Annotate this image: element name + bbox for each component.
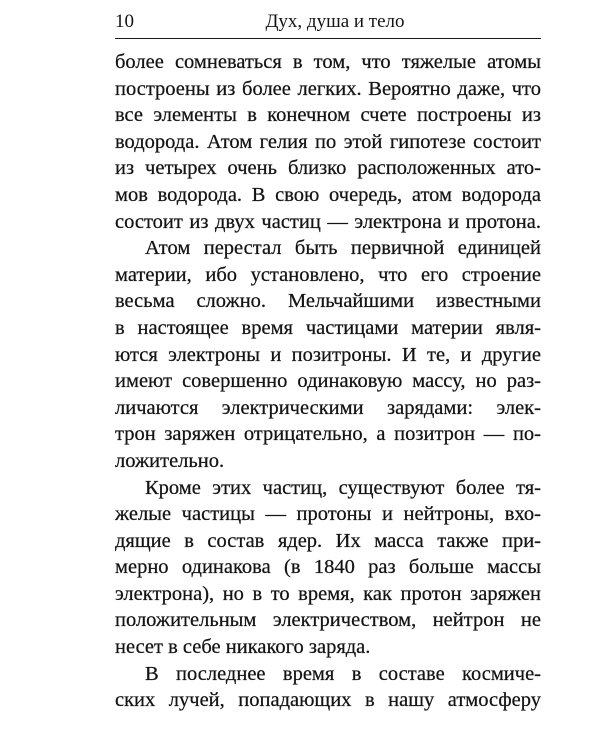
text-line: В последнее время в составе космиче- xyxy=(145,662,541,685)
paragraph xyxy=(115,49,541,235)
text-line: ских лучей, попадающих в нашу атмосферу xyxy=(115,689,541,712)
text-line: построены из более легких. Вероятно даже, что xyxy=(115,77,541,100)
text-line: мов водорода. В свою очередь, атом водорода xyxy=(115,183,541,206)
text-line: весьма сложно. Мельчайшими известными xyxy=(115,290,541,313)
text-line: из четырех очень близко расположенных ато- xyxy=(115,157,541,180)
text-line: Атом перестал быть первичной единицей xyxy=(145,237,541,260)
text-line: более сомневаться в том, что тяжелые атомы xyxy=(115,51,541,73)
body-text xyxy=(115,49,541,714)
running-title: Дух, душа и тело xyxy=(265,11,405,32)
paragraph xyxy=(115,661,541,714)
text-line: личаются электрическими зарядами: элек- xyxy=(115,396,541,419)
text-line: несет в себе никакого заряда. xyxy=(115,636,371,659)
text-line: дящие в состав ядер. Их масса также при- xyxy=(115,529,541,552)
text-line: трон заряжен отрицательно, а позитрон — по- xyxy=(115,423,541,446)
text-line: ложительно. xyxy=(115,449,225,472)
header-rule xyxy=(115,38,541,39)
paragraph xyxy=(115,235,541,474)
text-line: ются электроны и позитроны. И те, и другие xyxy=(115,343,541,366)
text-line: материи, ибо установлено, что его строение xyxy=(115,263,541,286)
paragraph xyxy=(115,475,541,661)
text-line: электрона), но в то время, как протон заряжен xyxy=(115,582,541,605)
page-header xyxy=(115,10,541,38)
text-line: состоит из двух частиц — электрона и протона. xyxy=(115,210,541,233)
page-number: 10 xyxy=(115,11,134,32)
text-line: имеют совершенно одинаковую массу, но раз- xyxy=(115,370,541,393)
text-line: положительным электричеством, нейтрон не xyxy=(115,609,541,632)
text-line: мерно одинакова (в 1840 раз больше массы xyxy=(115,556,541,579)
text-line: в настоящее время частицами материи явля- xyxy=(115,316,541,339)
text-line: все элементы в конечном счете построены из xyxy=(115,104,541,127)
text-line: водорода. Атом гелия по этой гипотезе состоит xyxy=(115,130,541,153)
text-line: желые частицы — протоны и нейтроны, вхо- xyxy=(115,503,541,526)
text-line: Кроме этих частиц, существуют более тя- xyxy=(145,476,541,499)
